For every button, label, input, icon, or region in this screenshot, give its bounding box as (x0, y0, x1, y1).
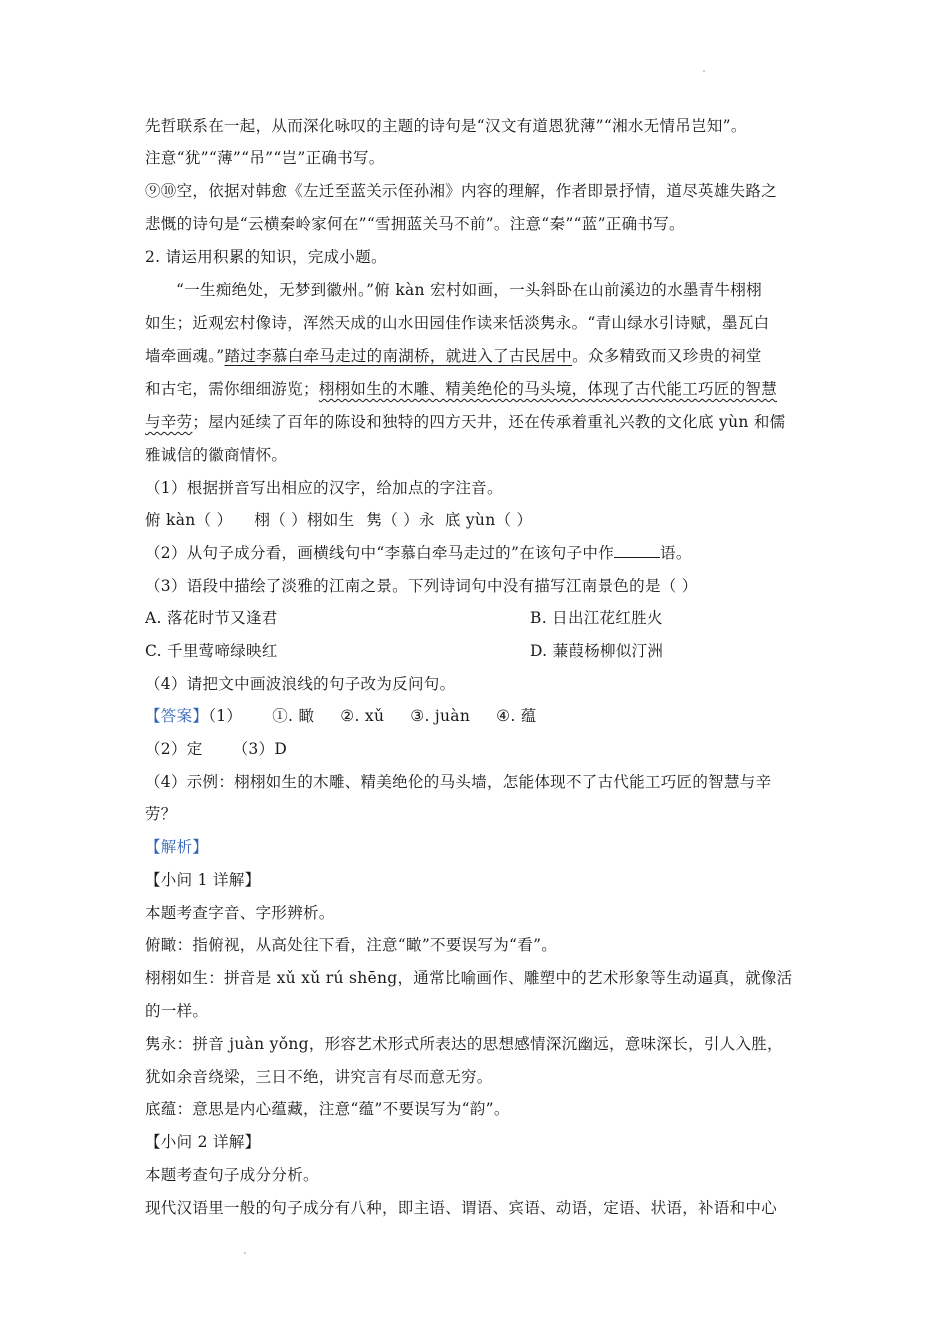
subquestion-1-heading: 【小问 1 详解】 (145, 871, 261, 889)
answer-text: ④. 蕴 (496, 707, 537, 725)
option-c: C. 千里莺啼绿映红 (145, 642, 278, 660)
answer-text: （2）定 (145, 740, 203, 758)
answer-text: ③. juàn (410, 707, 471, 725)
passage-text: ；屋内延续了百年的陈设和独特的四方天井，还在传承着重礼兴教的文化底 yùn 和儒 (192, 413, 786, 431)
options-row (145, 640, 815, 662)
subquestion-2-heading: 【小问 2 详解】 (145, 1133, 261, 1151)
sub-question-1: （1）根据拼音写出相应的汉字，给加点的字注音。 (145, 479, 503, 497)
answer-line: （4）示例：栩栩如生的木雕、精美绝伦的马头墙，怎能体现不了古代能工巧匠的智慧与辛 (145, 773, 772, 791)
blank-item: 隽（ ）永 (366, 511, 435, 529)
text-line: 悲慨的诗句是“云横秦岭家何在”“雪拥蓝关马不前”。注意“秦”“蓝”正确书写。 (145, 215, 685, 233)
wavy-sentence: 与辛劳 (145, 413, 193, 431)
answer-text: （1） (208, 707, 243, 725)
explanation-line: 本题考查句子成分分析。 (145, 1166, 319, 1184)
answer-blank (614, 543, 660, 558)
scan-dot (703, 70, 705, 72)
explanation-line: 俯瞰：指俯视，从高处往下看，注意“瞰”不要误写为“看”。 (145, 936, 558, 954)
blank-item: 俯 kàn（ ） (145, 511, 233, 529)
scan-dot (244, 1252, 246, 1254)
explanation-line: 的一样。 (145, 1002, 209, 1020)
passage-line (145, 411, 815, 433)
explanation-line: 本题考查字音、字形辨析。 (145, 904, 335, 922)
question-heading: 2. 请运用积累的知识，完成小题。 (145, 248, 387, 266)
pinyin-blanks (145, 509, 815, 531)
option-a: A. 落花时节又逢君 (145, 609, 278, 627)
answer-line (145, 738, 815, 760)
options-row (145, 607, 815, 629)
passage-line (145, 378, 815, 400)
explanation-line: 现代汉语里一般的句子成分有八种，即主语、谓语、宾语、动语，定语、状语，补语和中心 (145, 1199, 778, 1217)
question-text: 语。 (660, 544, 692, 562)
passage-text: 。众多精致而又珍贵的祠堂 (572, 347, 762, 365)
passage-line (145, 345, 815, 367)
question-text: （2）从句子成分看，画横线句中“李慕白牵马走过的”在该句子中作 (145, 544, 615, 562)
analysis-tag: 【解析】 (145, 838, 209, 856)
underlined-sentence: 踏过李慕白牵马走过的南湖桥，就进入了古民居中 (224, 347, 573, 365)
explanation-line: 底蕴：意思是内心蕴藏，注意“蕴”不要误写为“韵”。 (145, 1100, 510, 1118)
text-line: ⑨⑩空，依据对韩愈《左迁至蓝关示侄孙湘》内容的理解，作者即景抒情，道尽英雄失路之 (145, 182, 778, 200)
passage-line: “一生痴绝处，无梦到徽州。”俯 kàn 宏村如画，一头斜卧在山前溪边的水墨青牛栩栩 (176, 281, 762, 299)
answer-line: 劳？ (145, 805, 177, 823)
explanation-line: 犹如余音绕梁，三日不绝，讲究言有尽而意无穷。 (145, 1068, 493, 1086)
answer-text: ①. 瞰 (272, 707, 315, 725)
explanation-line: 栩栩如生：拼音是 xǔ xǔ rú shēng，通常比喻画作、雕塑中的艺术形象等生动逼真，就像活 (145, 969, 793, 987)
explanation-line: 隽永：拼音 juàn yǒng，形容艺术形式所表达的思想感情深沉幽远，意味深长，引人入胜， (145, 1035, 783, 1053)
sub-question-4: （4）请把文中画波浪线的句子改为反问句。 (145, 675, 456, 693)
passage-text: 墙牵画魂。” (145, 347, 225, 365)
option-b: B. 日出江花红胜火 (530, 609, 663, 627)
text-line: 注意“犹”“薄”“吊”“岂”正确书写。 (145, 149, 385, 167)
passage-text: 和古宅，需你细细游览； (145, 380, 319, 398)
blank-item: 栩（ ）栩如生 (254, 511, 355, 529)
answer-tag: 【答案】 (145, 707, 209, 725)
answer-text: （3）D (232, 740, 288, 758)
answer-line (145, 705, 815, 727)
wavy-sentence: 栩栩如生的木雕、精美绝伦的马头境，体现了古代能工巧匠的智慧 (318, 380, 778, 398)
text-line: 先哲联系在一起，从而深化咏叹的主题的诗句是“汉文有道恩犹薄”“湘水无情吊岂知”。 (145, 117, 747, 135)
blank-item: 底 yùn（ ） (444, 511, 533, 529)
sub-question-2 (145, 542, 815, 564)
option-d: D. 蒹葭杨柳似汀洲 (530, 642, 664, 660)
answer-text: ②. xǔ (340, 707, 385, 725)
passage-line: 雅诚信的徽商情怀。 (145, 446, 288, 464)
passage-line: 如生；近观宏村像诗，浑然天成的山水田园佳作读来恬淡隽永。“青山绿水引诗赋，墨瓦白 (145, 314, 770, 332)
sub-question-3: （3）语段中描绘了淡雅的江南之景。下列诗词句中没有描写江南景色的是（ ） (145, 577, 698, 595)
